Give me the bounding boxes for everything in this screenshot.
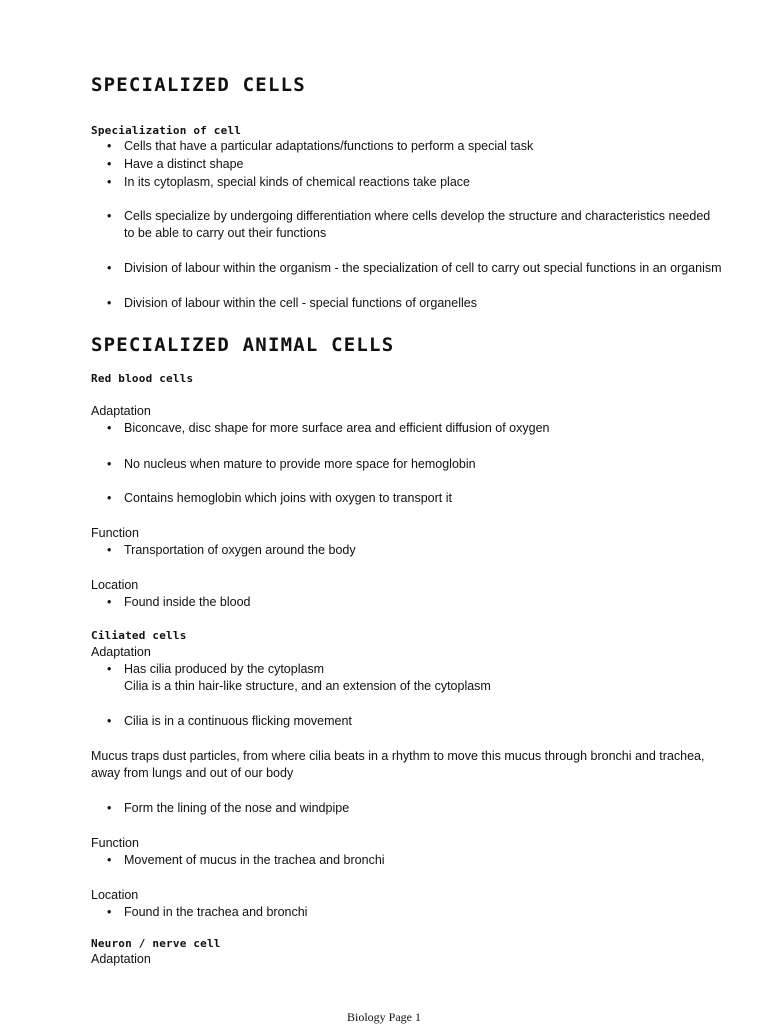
- label-adaptation: Adaptation: [91, 404, 151, 418]
- label-location: Location: [91, 578, 139, 592]
- label-function: Function: [91, 836, 139, 850]
- section-heading-specialization: Specialization of cell: [91, 124, 242, 137]
- label-function: Function: [91, 526, 139, 540]
- label-adaptation: Adaptation: [91, 645, 151, 659]
- subsection-heading-ciliated-cells: Ciliated cells: [91, 629, 187, 642]
- page-title: SPECIALIZED CELLS: [91, 74, 306, 96]
- subsection-heading-neuron: Neuron / nerve cell: [91, 937, 221, 950]
- subsection-heading-red-blood-cells: Red blood cells: [91, 372, 194, 385]
- document-page: SPECIALIZED CELLS Specialization of cell • Cells that have a particular adaptations/functions to perform a special task • Have a distinct shape • In its cytoplasm, special kinds of chemical reactions take place • Cells specialize by undergoing differentiation where cells develop the structure and characteristics needed to be able to carry out their functions • Division of labour within the organism - the specialization of cell to carry out special functions in an organism • Division of labour within the cell - special functions of organelles SPECIALIZED ANIMAL CELLS Red blood cells Adaptation • Biconcave, disc shape for more surface area and efficient diffusion of oxygen • No nucleus when mature to provide more space for hemoglobin • Contains hemoglobin which joins with oxygen to transport it Function • Transportation of oxygen around the body Location • Found inside the blood Ciliated cells Adaptation • Has cilia produced by the cytoplasm Cilia is a thin hair-like structure, and an extension of the cytoplasm • Cilia is in a continuous flicking movement Mucus traps dust particles, from where cilia beats in a rhythm to move this mucus through bronchi and trachea, away from lungs and out of our body • Form the lining of the nose and windpipe Function • Movement of mucus in the trachea and bronchi Location • Found in the trachea and bronchi Neuron / nerve cell Adaptation Biology Page 1: [0, 0, 768, 1024]
- label-adaptation: Adaptation: [91, 952, 151, 966]
- label-location: Location: [91, 888, 139, 902]
- page-footer: Biology Page 1: [347, 1010, 421, 1024]
- list-item-continuation: Cilia is a thin hair-like structure, and an extension of the cytoplasm: [124, 679, 491, 693]
- mucus-paragraph: Mucus traps dust particles, from where cilia beats in a rhythm to move this mucus through bronchi and trachea, away from lungs and out of our body: [91, 749, 705, 780]
- section-title-animal-cells: SPECIALIZED ANIMAL CELLS: [91, 334, 395, 356]
